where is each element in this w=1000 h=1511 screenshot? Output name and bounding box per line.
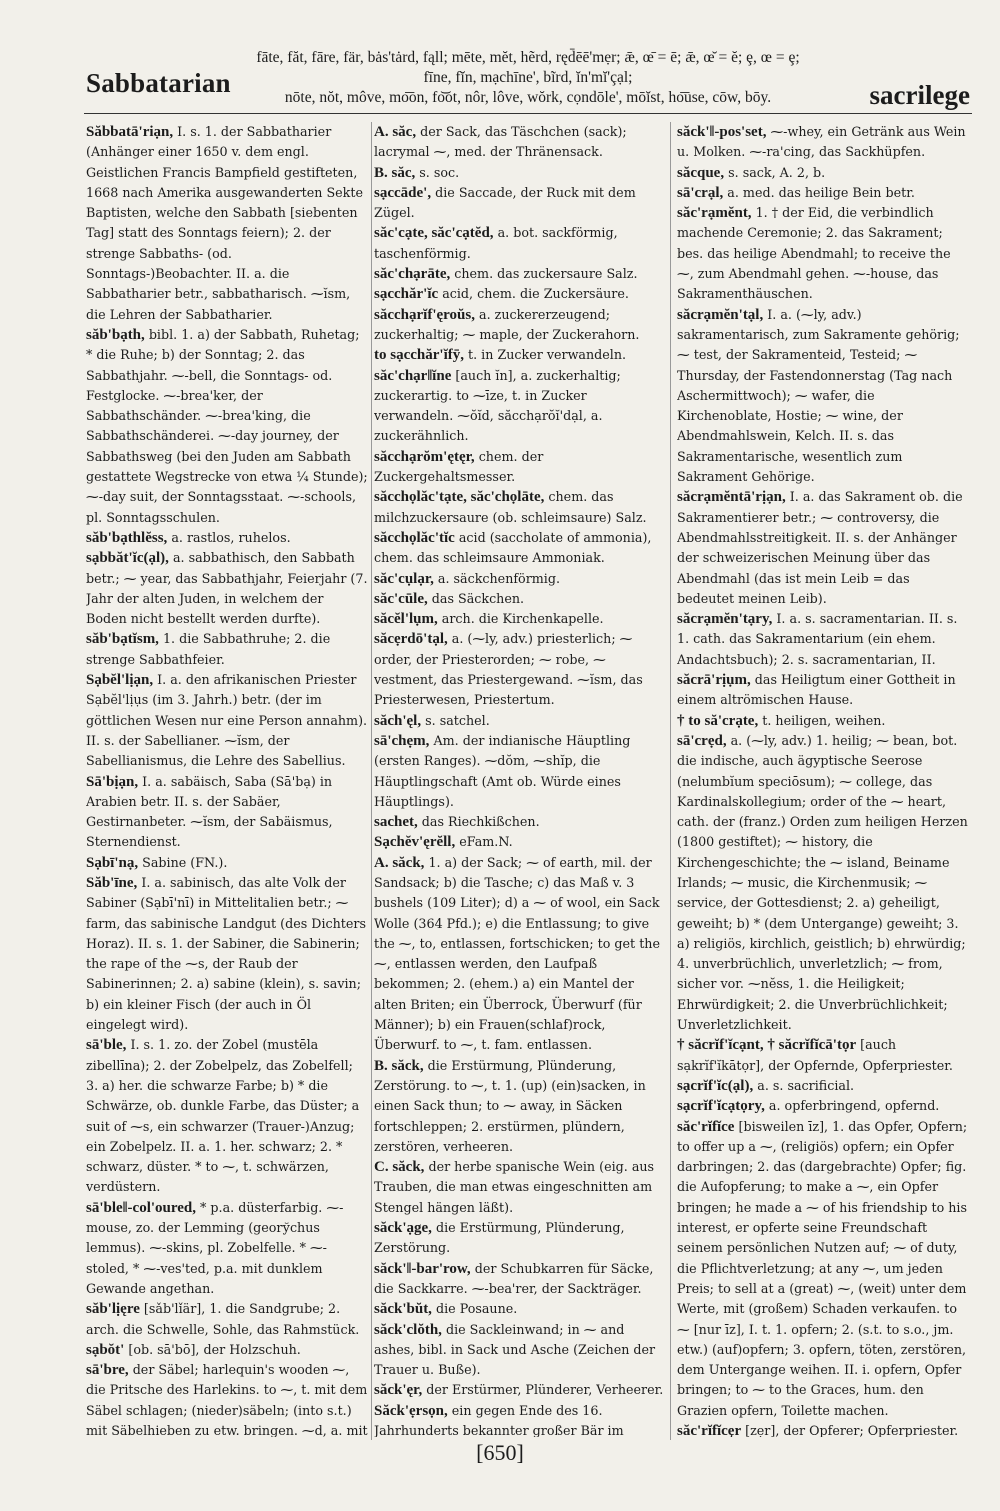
entry-definition: t. heiligen, weihen.: [758, 712, 886, 728]
pronunciation-key-line-2: fīne, fĭn, mạchīne', bĩrd, ĭn'mĭ'çạl;: [423, 69, 633, 86]
entry-headword: A. săck,: [374, 854, 425, 871]
entry-headword: sā'ble,: [86, 1037, 127, 1054]
dictionary-entry: [677, 1117, 968, 1421]
entry-definition: 1. † der Eid, die verbindlich machende Ceremonie; 2. das Sakrament; bes. das heilige Abendmahl; to receive the ⁓, zum Abendmahl gehen. ⁓-house, das Sakramenthäuschen.: [677, 205, 951, 302]
dictionary-entry: [86, 1035, 368, 1197]
dictionary-entry: [374, 629, 664, 710]
entry-definition: chem. der Zuckergehaltsmesser.: [374, 448, 544, 485]
dictionary-entry: [374, 447, 664, 488]
entry-definition: ein gegen Ende des 16. Jahrhunderts bekannter großer Bär im: [374, 1402, 624, 1437]
entry-headword: C. săck,: [374, 1159, 425, 1176]
dictionary-entry: [86, 548, 368, 629]
dictionary-entry: [374, 832, 664, 852]
entry-definition: a. bot. sackförmig, taschenförmig.: [374, 225, 618, 261]
entry-definition: das Riechkißchen.: [417, 814, 540, 830]
entry-definition: ⁓-whey, ein Getränk aus Wein u. Molken. ⁓-ra'cing, das Sackhüpfen.: [677, 124, 966, 160]
entry-headword: Sạbī'nạ,: [86, 854, 139, 871]
entry-definition: a. zuckererzeugend; zuckerhaltig; ⁓ maple, der Zuckerahorn.: [374, 306, 640, 342]
entry-definition: arch. die Kirchenkapelle.: [437, 611, 604, 627]
entry-headword: sā'chẹm,: [374, 732, 430, 749]
dictionary-entry: [374, 223, 664, 264]
entry-definition: die Saccade, der Ruck mit dem Zügel.: [374, 184, 636, 221]
dictionary-entry: [374, 711, 664, 731]
dictionary-entry: [374, 264, 664, 284]
pronunciation-key-line-3: nōte, nŏt, môve, mo͞on, fo͝ot, nôr, lôve, wŏrk, cọndōle', mōĭst, ho͞use, cōw, bōy.: [284, 89, 772, 106]
entry-definition: [sǎb'lǐär], 1. die Sandgrube; 2. arch. die Schwelle, Sohle, das Rahmstück.: [86, 1301, 360, 1337]
entry-definition: der Schubkarren für Säcke, die Sackkarre. ⁓-bea'rer, der Sackträger.: [374, 1260, 654, 1296]
entry-definition: 1. die Sabbathruhe; 2. die strenge Sabbathfeier.: [86, 631, 331, 667]
dictionary-entry: [677, 122, 968, 163]
entry-headword: săb'bạtĭsm,: [86, 631, 159, 648]
dictionary-entry: [374, 1056, 664, 1157]
column-2: [374, 122, 664, 1437]
dictionary-entry: [86, 873, 368, 1035]
entry-definition: I. s. 1. der Sabbatharier (Anhänger einer 1650 v. dem engl. Geistlichen Francis Bampfield gestifteten, 1668 nach Amerika ausgewanderten Sekte Baptisten, welche den Sabbath [siebenten Tag] statt des Sonntags feiern); 2. der strenge Sabbaths- (od. Sonntags-)Beobachter. II. a. die Sabbatharier betr., sabbatharisch. ⁓ĭsm, die Lehren der Sabbatharier.: [86, 124, 363, 322]
entry-definition: t. in Zucker verwandeln.: [463, 347, 627, 363]
dictionary-entry: [374, 731, 664, 812]
entry-headword: săb'bạthlĕss,: [86, 529, 168, 546]
entry-definition: die Erstürmung, Plünderung, Zerstörung. to ⁓, t. 1. (up) (ein)sacken, in einen Sack thun; to ⁓ away, in Säcken fortschleppen; 2. erstürmen, plündern, zerstören, verheeren.: [374, 1057, 646, 1154]
entry-headword: Sā'bịạn,: [86, 773, 139, 790]
entry-definition: das Säckchen.: [427, 590, 525, 606]
column-3: [677, 122, 968, 1437]
dictionary-entry: [86, 122, 368, 325]
entry-headword: † to să'crạte,: [677, 712, 759, 729]
page-number: [650]: [476, 1440, 524, 1465]
entry-definition: 1. a) der Sack; ⁓ of earth, mil. der Sandsack; b) die Tasche; c) das Maß v. 3 bushels (109 Liter); d) a ⁓ of wool, ein Sack Wolle (364 Pfd.); e) die Entlassung; to give the ⁓, to, entlassen, fortschicken; to get the ⁓, entlassen werden, den Laufpaß bekommen; 2. (ehem.) a) ein Mantel der alten Briten; ein Überrock, Überwurf (für Männer); b) ein Frauen(schlaf)rock, Überwurf. to ⁓, t. fam. entlassen.: [374, 854, 660, 1053]
dictionary-entry: [677, 163, 968, 183]
entry-headword: săcchạrĭf'ęroŭs,: [374, 306, 475, 323]
entry-definition: a. s. sacrificial.: [753, 1077, 855, 1093]
dictionary-entry: [374, 183, 664, 224]
dictionary-entry: [374, 528, 664, 569]
entry-definition: a. säckchenförmig.: [433, 570, 561, 586]
dictionary-entry: [374, 1380, 664, 1400]
entry-headword: săc'chạrāte,: [374, 266, 451, 283]
entry-headword: săcĕl'lụm,: [374, 611, 438, 628]
dictionary-entry: [86, 1198, 368, 1299]
entry-headword: A. săc,: [374, 124, 417, 140]
entry-definition: I. a. s. sacramentarian. II. s. 1. cath. das Sakramentarium (ein ehem. Andachtsbuch); 2. s. sacramentarian, II.: [677, 611, 958, 667]
entry-headword: săc'rĭfĭcęr: [677, 1423, 742, 1437]
entry-headword: săck'clŏth,: [374, 1321, 442, 1338]
entry-definition: chem. das milchzuckersaure (ob. schleimsaure) Salz.: [374, 489, 647, 525]
entry-headword: săck'bŭt,: [374, 1301, 432, 1318]
entry-definition: chem. das zuckersaure Salz.: [450, 266, 638, 282]
dictionary-entry: [374, 366, 664, 447]
entry-headword: săcchọlăc'tạte, săc'chọlāte,: [374, 489, 545, 506]
entry-definition: [auch ĭn], a. zuckerhaltig; zuckerartig. to ⁓īze, t. in Zucker verwandeln. ⁓ŏĭd, săcchạrŏĭ'dạl, a. zuckerähnlich.: [374, 367, 621, 444]
entry-headword: săcẹrdō'tạl,: [374, 631, 448, 648]
dictionary-entry: [374, 284, 664, 304]
entry-headword: săck'‖-pos'set,: [677, 124, 767, 140]
entry-definition: I. a. den afrikanischen Priester Sạbĕl'lịụs (im 3. Jahrh.) betr. (der im göttlichen Wesen nur eine Person annahm). II. s. der Sabellianer. ⁓ĭsm, der Sabellianismus, die Lehre des Sabellius.: [86, 672, 368, 769]
entry-headword: săc'cụlạr,: [374, 570, 434, 587]
dictionary-entry: [86, 853, 368, 873]
entry-definition: I. a. das Sakrament ob. die Sakramentierer betr.; ⁓ controversy, die Abendmahlsstreitigkeit. II. s. der Anhänger der schweizerischen Meinung über das Abendmahl (das ist mein Leib = das bedeutet meinen Leib).: [677, 489, 963, 606]
dictionary-entry: [374, 345, 664, 365]
entry-definition: die Posaune.: [431, 1301, 518, 1317]
dictionary-entry: [374, 1299, 664, 1319]
entry-headword: săc'chạr‖ĭne: [374, 367, 452, 384]
entry-headword: săc'rạmĕnt,: [677, 205, 752, 222]
dictionary-entry: [677, 711, 968, 731]
dictionary-entry: [677, 305, 968, 488]
entry-definition: a. (⁓ly, adv.) priesterlich; ⁓ order, der Priesterorden; ⁓ robe, ⁓ vestment, das Priestergewand. ⁓ĭsm, das Priesterwesen, Priestertum.: [374, 631, 643, 708]
dictionary-entry: [374, 1320, 664, 1381]
header-right-guideword: sacrilege: [869, 80, 970, 110]
dictionary-entry: [677, 1421, 968, 1437]
entry-definition: eFam.N.: [455, 834, 513, 850]
entry-definition: [zẹr], der Opferer; Opferpriester.: [741, 1423, 959, 1437]
dictionary-entry: [374, 305, 664, 346]
dictionary-entry: [86, 528, 368, 548]
entry-headword: săcchạrŏm'ętęr,: [374, 448, 475, 465]
entry-headword: sachet,: [374, 814, 418, 831]
entry-headword: săck'ạge,: [374, 1220, 432, 1237]
entry-headword: săc'rĭfĭce: [677, 1118, 735, 1135]
entry-definition: a. opferbringend, opfernd.: [764, 1098, 940, 1114]
dictionary-entry: [374, 1259, 664, 1300]
dictionary-entry: [374, 812, 664, 832]
entry-definition: bibl. 1. a) der Sabbath, Ruhetag; * die Ruhe; b) der Sonntag; 2. das Sabbathjahr. ⁓-bell, die Sonntags- od. Festglocke. ⁓-brea'ker, der Sabbathschänder. ⁓-brea'king, die Sabbathschänderei. ⁓-day journey, der Sabbathsweg (bei den Juden am Sabbath gestattete Wegstrecke von etwa ¼ Stunde); ⁓-day suit, der Sonntagsstaat. ⁓-schools, pl. Sonntagsschulen.: [86, 326, 368, 525]
entry-headword: to sạcchăr'ĭfȳ,: [374, 347, 464, 364]
entry-headword: săcrạmĕn'tạl,: [677, 306, 764, 323]
entry-definition: acid (saccholate of ammonia), chem. das schleimsaure Ammoniak.: [374, 529, 652, 566]
dictionary-entry: [677, 670, 968, 711]
entry-definition: Sabine (FN.).: [138, 854, 228, 870]
entry-headword: săc'cūle,: [374, 590, 428, 607]
entry-headword: sạcrĭf'ĭc(ạl),: [677, 1077, 754, 1094]
column-1: [86, 122, 368, 1437]
entry-headword: B. săck,: [374, 1057, 424, 1074]
entry-headword: săb'bạth,: [86, 326, 145, 343]
dictionary-entry: [374, 163, 664, 183]
entry-definition: die Erstürmung, Plünderung, Zerstörung.: [374, 1220, 625, 1256]
dictionary-entry: [374, 853, 664, 1056]
dictionary-entry: [677, 487, 968, 609]
dictionary-entry: [86, 1340, 368, 1360]
entry-headword: săcrā'rịụm,: [677, 672, 751, 689]
entry-definition: die Sackleinwand; in ⁓ and ashes, bibl. in Sack und Asche (Zeichen der Trauer u. Buße).: [374, 1321, 656, 1378]
pronunciation-key: [228, 48, 828, 108]
entry-headword: sā'crẹd,: [677, 732, 727, 749]
entry-headword: Săb'īne,: [86, 874, 138, 891]
entry-headword: sā'ble‖-col'oured,: [86, 1199, 197, 1216]
dictionary-entry: [86, 1360, 368, 1437]
dictionary-entry: [374, 122, 664, 163]
dictionary-entry: [374, 609, 664, 629]
dictionary-entry: [86, 1299, 368, 1340]
dictionary-entry: [677, 1096, 968, 1116]
entry-definition: das Heiligtum einer Gottheit in einem altrömischen Hause.: [677, 672, 956, 708]
entry-headword: săch'ęl,: [374, 712, 422, 729]
entry-headword: săck'‖-bar'row,: [374, 1260, 471, 1277]
entry-headword: Sạbĕl'lịạn,: [86, 672, 154, 689]
entry-headword: săcque,: [677, 164, 725, 181]
header-left-guideword: Sabbatarian: [86, 68, 231, 98]
dictionary-entry: [86, 670, 368, 771]
entry-definition: a. rastlos, ruhelos.: [167, 529, 291, 545]
entry-headword: B. săc,: [374, 164, 416, 181]
entry-definition: s. satchel.: [421, 712, 490, 728]
entry-definition: I. a. sabinisch, das alte Volk der Sabiner (Sạbī'nī) in Mittelitalien betr.; ⁓ farm, das sabinische Landgut (des Dichters Horaz). II. s. 1. der Sabiner, die Sabinerin; the rape of the ⁓s, der Raub der Sabinerinnen; 2. a) sabine (klein), s. savin; b) ein kleiner Fisch (der auch in Öl eingelegt wird).: [86, 874, 366, 1033]
entry-headword: săck'ęr,: [374, 1382, 423, 1399]
entry-definition: s. soc.: [415, 164, 460, 180]
dictionary-entry: [677, 203, 968, 304]
entry-definition: a. med. das heilige Bein betr.: [723, 184, 915, 200]
entry-definition: der Sack, das Täschchen (sack); lacrymal ⁓, med. der Thränensack.: [374, 124, 627, 160]
column-divider-1: [371, 122, 372, 1440]
entry-headword: sạcchăr'ĭc: [374, 286, 439, 303]
entry-definition: der Säbel; harlequin's wooden ⁓, die Pritsche des Harlekins. to ⁓, t. mit dem Säbel schlagen; (nieder)säbeln; (into s.t.) mit Säbelhieben zu etw. bringen. ⁓d, a. mit: [86, 1362, 368, 1437]
dictionary-entry: [677, 731, 968, 1035]
dictionary-entry: [374, 1401, 664, 1437]
dictionary-entry: [86, 325, 368, 528]
dictionary-entry: [677, 1076, 968, 1096]
dictionary-entry: [374, 1157, 664, 1218]
dictionary-entry: [86, 772, 368, 853]
entry-definition: a. (⁓ly, adv.) 1. heilig; ⁓ bean, bot. die indische, auch ägyptische Seerose (nelumbĭum speciōsum); ⁓ college, das Kardinalskollegium; order of the ⁓ heart, cath. der (franz.) Orden zum heiligen Herzen (1800 gestiftet); ⁓ history, die Kirchengeschichte; the ⁓ island, Beiname Irlands; ⁓ music, die Kirchenmusik; ⁓ service, der Gottesdienst; 2. a) geheiligt, geweiht; b) * (dem Untergange) geweiht; 3. a) religiös, kirchlich, geistlich; b) ehrwürdig; 4. unverbrüchlich, unverletzlich; ⁓ from, sicher vor. ⁓nĕss, 1. die Heiligkeit; Ehrwürdigkeit; 2. die Unverbrüchlichkeit; Unverletzlichkeit.: [677, 732, 968, 1033]
entry-definition: a. sabbathisch, den Sabbath betr.; ⁓ year, das Sabbathjahr, Feierjahr (7. Jahr der alten Juden, in welchem der Boden nicht bestellt werden durfte).: [86, 550, 368, 627]
entry-definition: s. sack, A. 2, b.: [724, 164, 826, 180]
dictionary-entry: [374, 1218, 664, 1259]
entry-definition: [bisweilen īz], 1. das Opfer, Opfern; to offer up a ⁓, (religiös) opfern; ein Opfer darbringen; 2. das (dargebrachte) Opfer; fig. die Aufopferung; to make a ⁓, ein Opfer bringen; he made a ⁓ of his friendship to his interest, er opferte seine Freundschaft seinem persönlichen Nutzen auf; ⁓ of duty, die Pflichtverletzung; at any ⁓, um jeden Preis; to sell at a (great) ⁓, (weit) unter dem Werte, mit (großem) Schaden verkaufen. to ⁓ [nur īz], I. t. 1. opfern; 2. (s.t. to s.o., jm. etw.) (auf)opfern; 3. opfern, töten, zerstören, dem Untergange weihen. II. i. opfern, Opfer bringen; to ⁓ to the Graces, hum. den Grazien opfern, Toilette machen.: [677, 1118, 968, 1418]
dictionary-entry: [677, 183, 968, 203]
column-divider-2: [670, 122, 671, 1440]
entry-headword: sạcrĭf'ĭcạtọry,: [677, 1098, 765, 1115]
entry-headword: sạbŏt': [86, 1341, 125, 1358]
entry-headword: sạccāde',: [374, 184, 432, 201]
dictionary-entry: [86, 629, 368, 670]
entry-definition: [ob. sā'bō], der Holzschuh.: [124, 1341, 301, 1357]
entry-headword: săc'cạte, săc'cạtĕd,: [374, 225, 494, 242]
pronunciation-key-line-1: fāte, făt, fāre, fär, bȧs'tȧrd, fąll; mēte, mĕt, hẽrd, ręd̄ēē'mẹr; ǣ, œ̄ = ē; ǣ, œ̆ = ĕ; ȩ, œ = ȩ;: [256, 49, 800, 66]
entry-definition: der Erstürmer, Plünderer, Verheerer.: [422, 1382, 664, 1398]
entry-headword: sā'crạl,: [677, 184, 724, 201]
entry-definition: der herbe spanische Wein (eig. aus Trauben, die man etwas eingeschnitten am Stengel hängen läßt).: [374, 1159, 655, 1215]
header-rule: [84, 113, 972, 114]
dictionary-entry: [374, 569, 664, 589]
dictionary-entry: [374, 487, 664, 528]
entry-definition: I. s. 1. zo. der Zobel (mustēla zibellīna); 2. der Zobelpelz, das Zobelfell; 3. a) her. die schwarze Farbe; b) * die Schwärze, ob. dunkle Farbe, das Düster; a suit of ⁓s, ein schwarzer (Trauer-)Anzug; ein Zobelpelz. II. a. 1. her. schwarz; 2. * schwarz, düster. * to ⁓, t. schwärzen, verdüstern.: [86, 1037, 360, 1195]
entry-headword: săcchọlăc'tĭc: [374, 529, 455, 546]
entry-definition: * p.a. düsterfarbig. ⁓-mouse, zo. der Lemming (georўchus lemmus). ⁓-skins, pl. Zobelfelle. * ⁓-stoled, * ⁓-ves'ted, p.a. mit dunklem Gewande angethan.: [86, 1199, 344, 1296]
dictionary-entry: [374, 589, 664, 609]
entry-headword: săb'lịęre: [86, 1301, 140, 1318]
entry-headword: sạbbăt'ĭc(ạl),: [86, 550, 169, 567]
entry-headword: † săcrĭf'ĭcạnt, † săcrĭfĭcā'tọr: [677, 1037, 857, 1054]
dictionary-entry: [677, 609, 968, 670]
entry-definition: Am. der indianische Häuptling (ersten Ranges). ⁓dŏm, ⁓shĭp, die Häuptlingschaft (Amt ob. Würde eines Häuptlings).: [374, 732, 631, 809]
entry-headword: Sạchĕv'ęrĕll,: [374, 834, 456, 851]
entry-headword: Săck'ẹrsọn,: [374, 1402, 448, 1419]
entry-headword: sā'bre,: [86, 1362, 129, 1379]
entry-definition: [auch sạkrĭf'ĭkātọr], der Opfernde, Opferpriester.: [677, 1037, 953, 1073]
entry-definition: I. a. (⁓ly, adv.) sakramentarisch, zum Sakramente gehörig; ⁓ test, der Sakramenteid, Testeid; ⁓ Thursday, der Fastendonnerstag (Tag nach Aschermittwoch); ⁓ wafer, die Kirchenoblate, Hostie; ⁓ wine, der Abendmahlswein, Kelch. II. s. das Sakramentarische, wesentlich zum Sakrament Gehörige.: [677, 306, 960, 485]
dictionary-entry: [677, 1035, 968, 1076]
entry-headword: săcrạmĕn'tạry,: [677, 611, 773, 628]
entry-definition: I. a. sabäisch, Saba (Sā'bạ) in Arabien betr. II. s. der Sabäer, Gestirnanbeter. ⁓ĭsm, der Sabäismus, Sternendienst.: [86, 773, 333, 850]
entry-headword: săcrạmĕntā'rịạn,: [677, 489, 786, 506]
entry-headword: Săbbatā'riạn,: [86, 124, 174, 140]
entry-definition: acid, chem. die Zuckersäure.: [438, 286, 629, 302]
